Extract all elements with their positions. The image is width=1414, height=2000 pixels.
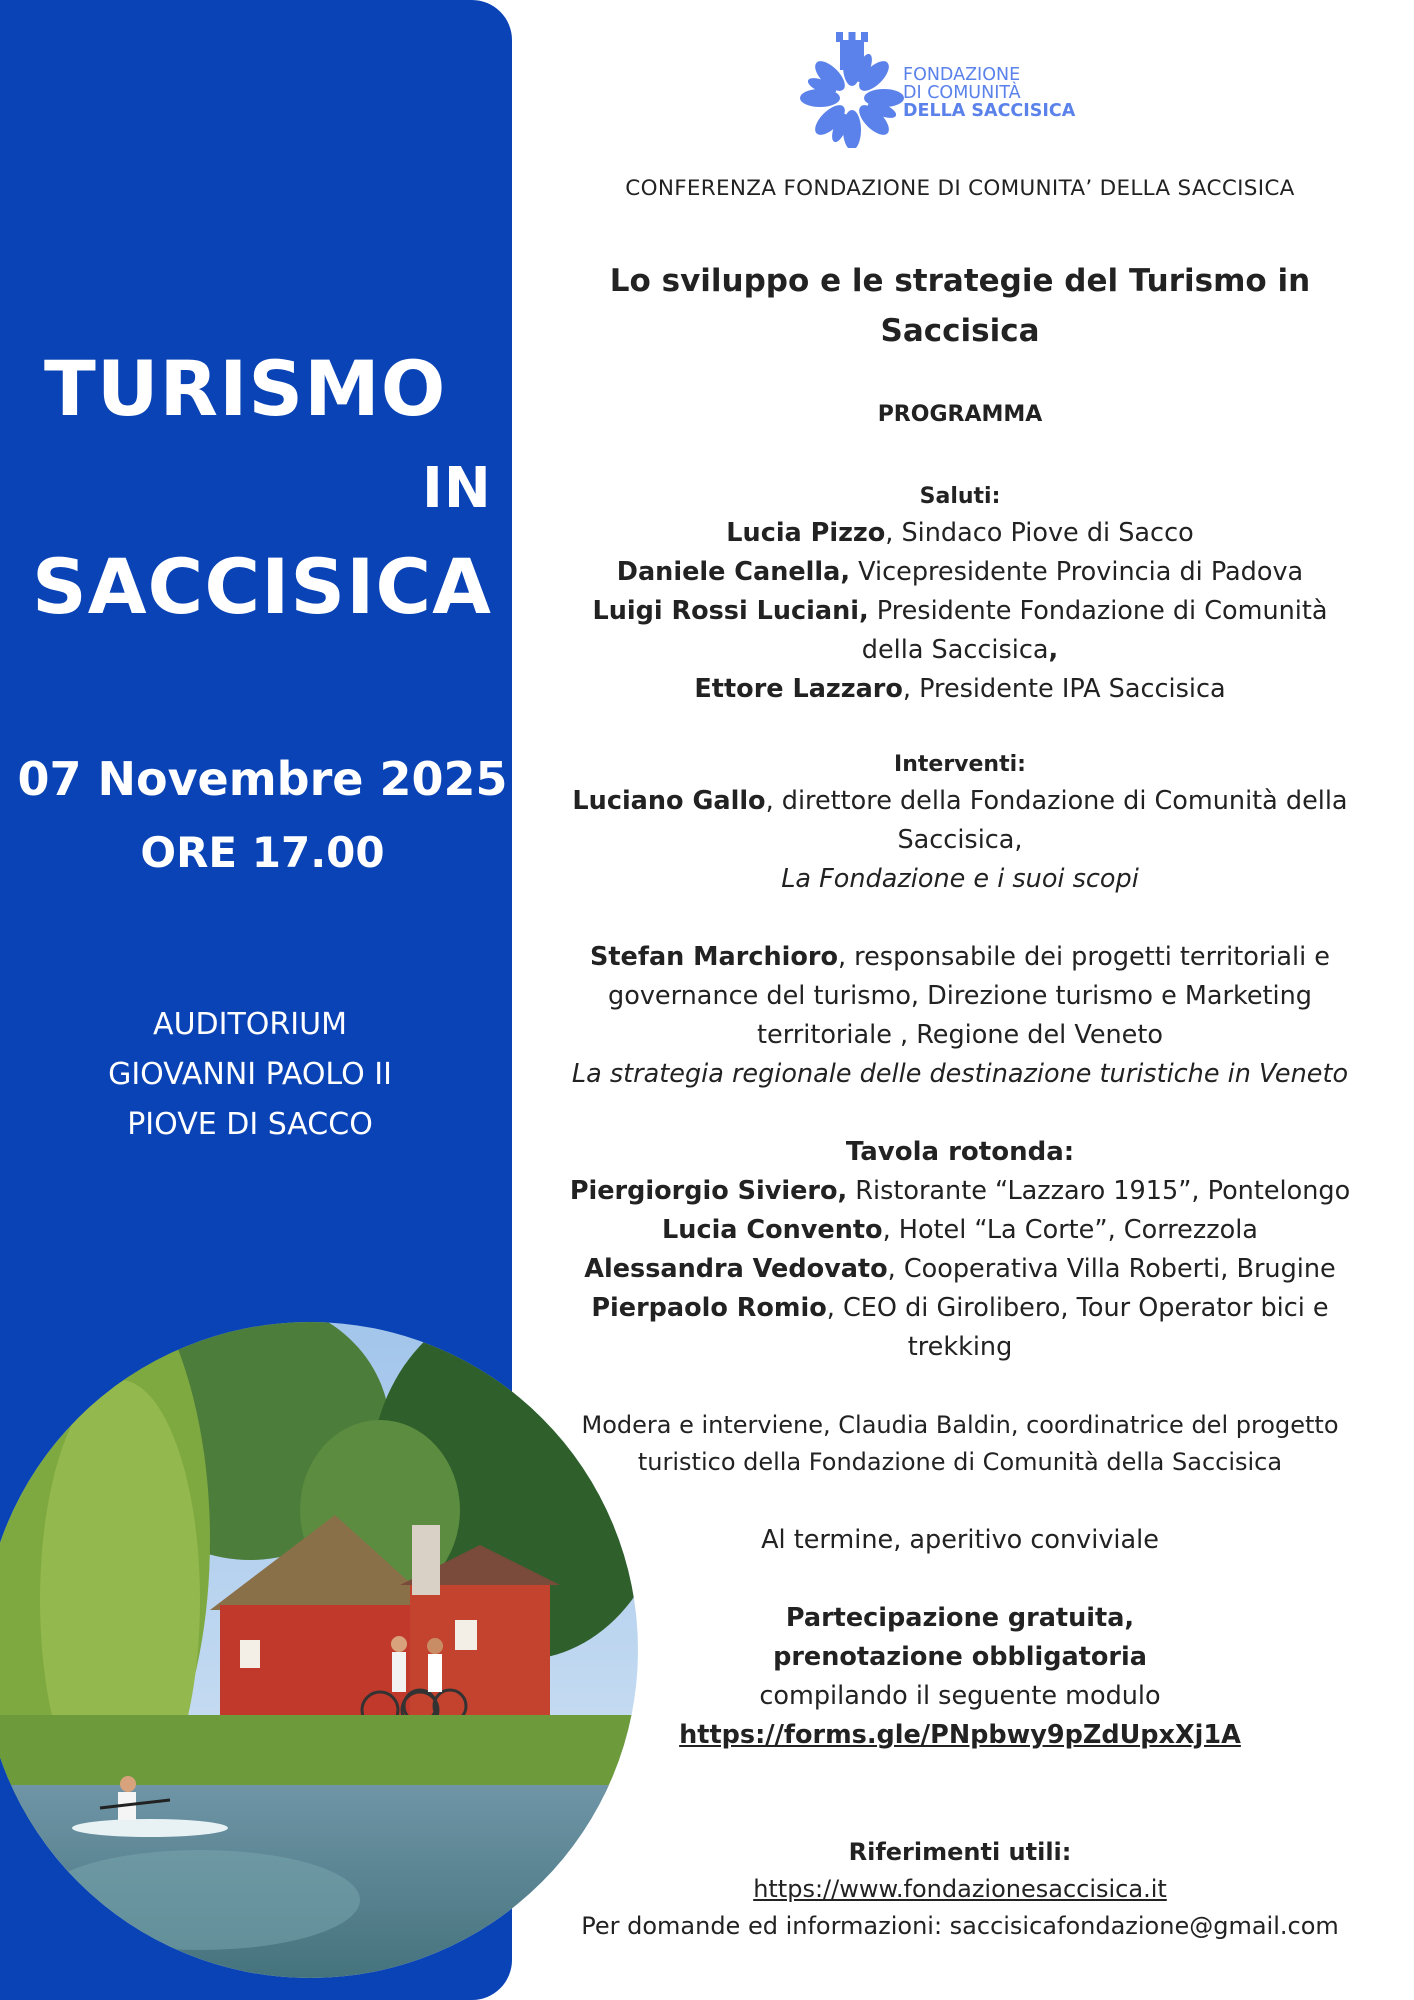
topic-text: La Fondazione e i suoi scopi	[781, 864, 1139, 894]
website-link[interactable]	[560, 1874, 1360, 1904]
speaker-role: Presidente Fondazione di Comunità	[868, 596, 1328, 626]
speaker-name: Luciano Gallo	[572, 786, 766, 816]
speaker-name: Luigi Rossi Luciani,	[592, 596, 869, 626]
venue	[0, 1000, 500, 1150]
speaker-name: Stefan Marchioro	[590, 942, 838, 972]
references-label-text: Riferimenti utili:	[848, 1838, 1072, 1866]
title-line: Saccisica	[880, 313, 1040, 349]
title-line: Lo sviluppo e le strategie del Turismo in	[609, 263, 1311, 299]
hero-title-line-1: TURISMO	[44, 344, 447, 433]
website-link-text[interactable]: https://www.fondazionesaccisica.it	[753, 1875, 1167, 1903]
speaker-role-line: governance del turismo, Direzione turismo e Marketing	[608, 981, 1312, 1011]
speaker-role-line: territoriale , Regione del Veneto	[757, 1020, 1163, 1050]
panelist-line	[560, 1176, 1360, 1206]
moderator-line: Modera e interviene, Claudia Baldin, coordinatrice del progetto	[581, 1411, 1339, 1439]
tavola-label-text: Tavola rotonda:	[845, 1137, 1075, 1167]
panelist-role: Ristorante “Lazzaro 1915”, Pontelongo	[847, 1176, 1351, 1206]
page-title	[560, 256, 1360, 356]
panelist-name: Lucia Convento	[662, 1215, 883, 1245]
speaker-line	[560, 942, 1360, 972]
speaker-role: , responsabile dei progetti territoriali e	[837, 942, 1330, 972]
speaker-line	[560, 596, 1360, 626]
registration-bold: Partecipazione gratuita,	[785, 1603, 1135, 1633]
speaker-line	[560, 518, 1360, 548]
closing-note: Al termine, aperitivo conviviale	[761, 1525, 1159, 1555]
talk-topic	[560, 864, 1360, 894]
speaker-line	[560, 786, 1360, 816]
venue-line: GIOVANNI PAOLO II	[108, 1057, 392, 1092]
hero-title-line-3: SACCISICA	[32, 542, 492, 631]
speaker-name: Daniele Canella,	[616, 557, 851, 587]
panelist-line	[560, 1215, 1360, 1245]
speaker-role: Vicepresidente Provincia di Padova	[850, 557, 1304, 587]
event-date: 07 Novembre 2025	[17, 752, 508, 806]
conference-title: CONFERENZA FONDAZIONE DI COMUNITA’ DELLA SACCISICA	[625, 176, 1295, 201]
email-link[interactable]: saccisicafondazione@gmail.com	[949, 1912, 1339, 1940]
program-label: PROGRAMMA	[877, 402, 1043, 427]
interventi-label: Interventi:	[894, 752, 1026, 777]
registration-line: compilando il seguente modulo	[759, 1681, 1161, 1711]
references-label	[560, 1837, 1360, 1867]
comma: ,	[1048, 635, 1059, 665]
venue-line: PIOVE DI SACCO	[127, 1107, 373, 1142]
logo-line: DELLA SACCISICA	[903, 101, 1076, 121]
panelist-name: Pierpaolo Romio	[591, 1293, 827, 1323]
form-link[interactable]	[560, 1720, 1360, 1750]
venue-line: AUDITORIUM	[153, 1007, 347, 1042]
panelist-role: , CEO di Girolibero, Tour Operator bici e	[826, 1293, 1329, 1323]
speaker-line	[560, 674, 1360, 704]
logo-line: DI COMUNITÀ	[903, 83, 1021, 103]
moderator-line: turistico della Fondazione di Comunità della Saccisica	[637, 1448, 1283, 1476]
panelist-line	[560, 1293, 1360, 1323]
talk-topic	[560, 1059, 1360, 1089]
panelist-line	[560, 1254, 1360, 1284]
speaker-line	[560, 635, 1360, 665]
logo-line: FONDAZIONE	[903, 65, 1021, 85]
topic-text: La strategia regionale delle destinazione turistiche in Veneto	[571, 1059, 1349, 1089]
speaker-role: , Sindaco Piove di Sacco	[885, 518, 1194, 548]
speaker-name: Ettore Lazzaro	[694, 674, 903, 704]
speaker-line	[560, 557, 1360, 587]
panelist-role-line: trekking	[907, 1332, 1013, 1362]
event-time: ORE 17.00	[140, 828, 385, 877]
foundation-logo-text	[903, 66, 1075, 120]
form-link-text[interactable]: https://forms.gle/PNpbwy9pZdUpxXj1A	[679, 1720, 1241, 1750]
hero-title-line-2: IN	[422, 456, 492, 521]
speaker-name: Lucia Pizzo	[726, 518, 886, 548]
registration-line	[560, 1642, 1360, 1672]
panelist-role: , Hotel “La Corte”, Correzzola	[882, 1215, 1258, 1245]
saluti-label: Saluti:	[919, 484, 1001, 509]
panelist-role: , Cooperativa Villa Roberti, Brugine	[887, 1254, 1336, 1284]
tavola-label	[560, 1137, 1360, 1167]
contact-prefix: Per domande ed informazioni:	[581, 1912, 950, 1940]
speaker-role-line: Saccisica,	[897, 825, 1023, 855]
speaker-role: , Presidente IPA Saccisica	[902, 674, 1226, 704]
speaker-role: , direttore della Fondazione di Comunità della	[765, 786, 1348, 816]
landscape-photo	[0, 1280, 640, 2000]
speaker-role: della Saccisica	[861, 635, 1049, 665]
panelist-name: Piergiorgio Siviero,	[569, 1176, 848, 1206]
panelist-name: Alessandra Vedovato	[584, 1254, 888, 1284]
registration-bold: prenotazione obbligatoria	[773, 1642, 1147, 1672]
registration-line	[560, 1603, 1360, 1633]
contact-line	[560, 1911, 1360, 1941]
